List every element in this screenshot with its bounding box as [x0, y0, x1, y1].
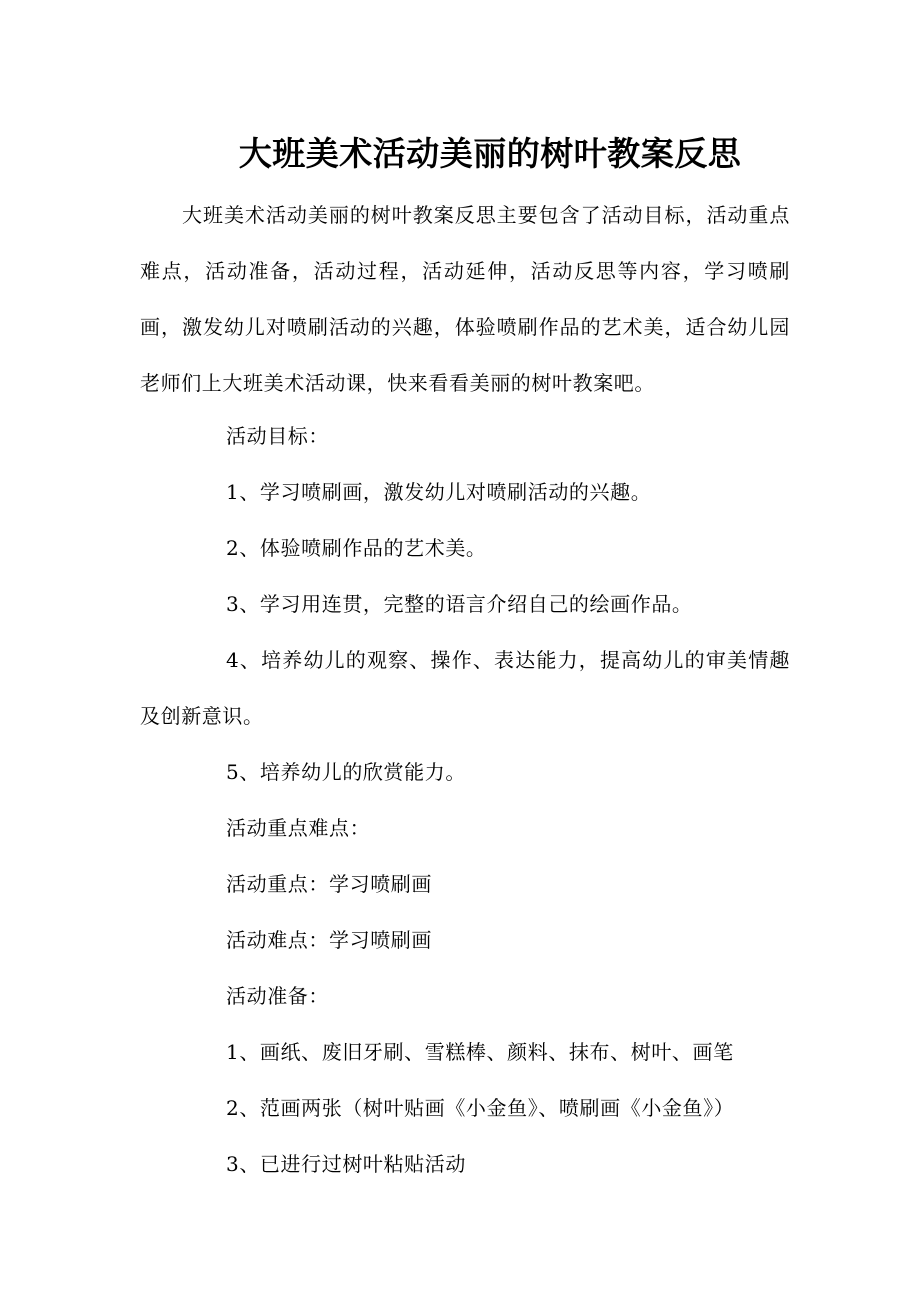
goal-item: 3、学习用连贯，完整的语言介绍自己的绘画作品。: [226, 592, 693, 616]
key-points-heading: 活动重点难点：: [226, 816, 371, 840]
goals-heading: 活动目标：: [226, 424, 329, 448]
goal-item: 5、培养幼儿的欣赏能力。: [226, 760, 466, 784]
goal-item: 1、学习喷刷画，激发幼儿对喷刷活动的兴趣。: [226, 480, 652, 504]
document-title: 大班美术活动美丽的树叶教案反思: [238, 134, 742, 174]
preparation-item: 2、范画两张（树叶贴画《小金鱼》、喷刷画《小金鱼》）: [226, 1096, 735, 1120]
goal-item: 4、培养幼儿的观察、操作、表达能力，提高幼儿的审美情趣及创新意识。: [140, 648, 790, 728]
preparation-item: 1、画纸、废旧牙刷、雪糕棒、颜料、抹布、树叶、画笔: [226, 1040, 734, 1064]
goal-item: 2、体验喷刷作品的艺术美。: [226, 536, 487, 560]
intro-paragraph: 大班美术活动美丽的树叶教案反思主要包含了活动目标，活动重点难点，活动准备，活动过程，活动延伸，活动反思等内容，学习喷刷画，激发幼儿对喷刷活动的兴趣，体验喷刷作品的艺术美，适合幼儿园老师们上大班美术活动课，快来看看美丽的树叶教案吧。: [140, 203, 790, 395]
difficult-point-item: 活动难点：学习喷刷画: [226, 928, 432, 952]
key-point-item: 活动重点：学习喷刷画: [226, 872, 432, 896]
preparation-item: 3、已进行过树叶粘贴活动: [226, 1152, 466, 1176]
preparation-heading: 活动准备：: [226, 984, 329, 1008]
